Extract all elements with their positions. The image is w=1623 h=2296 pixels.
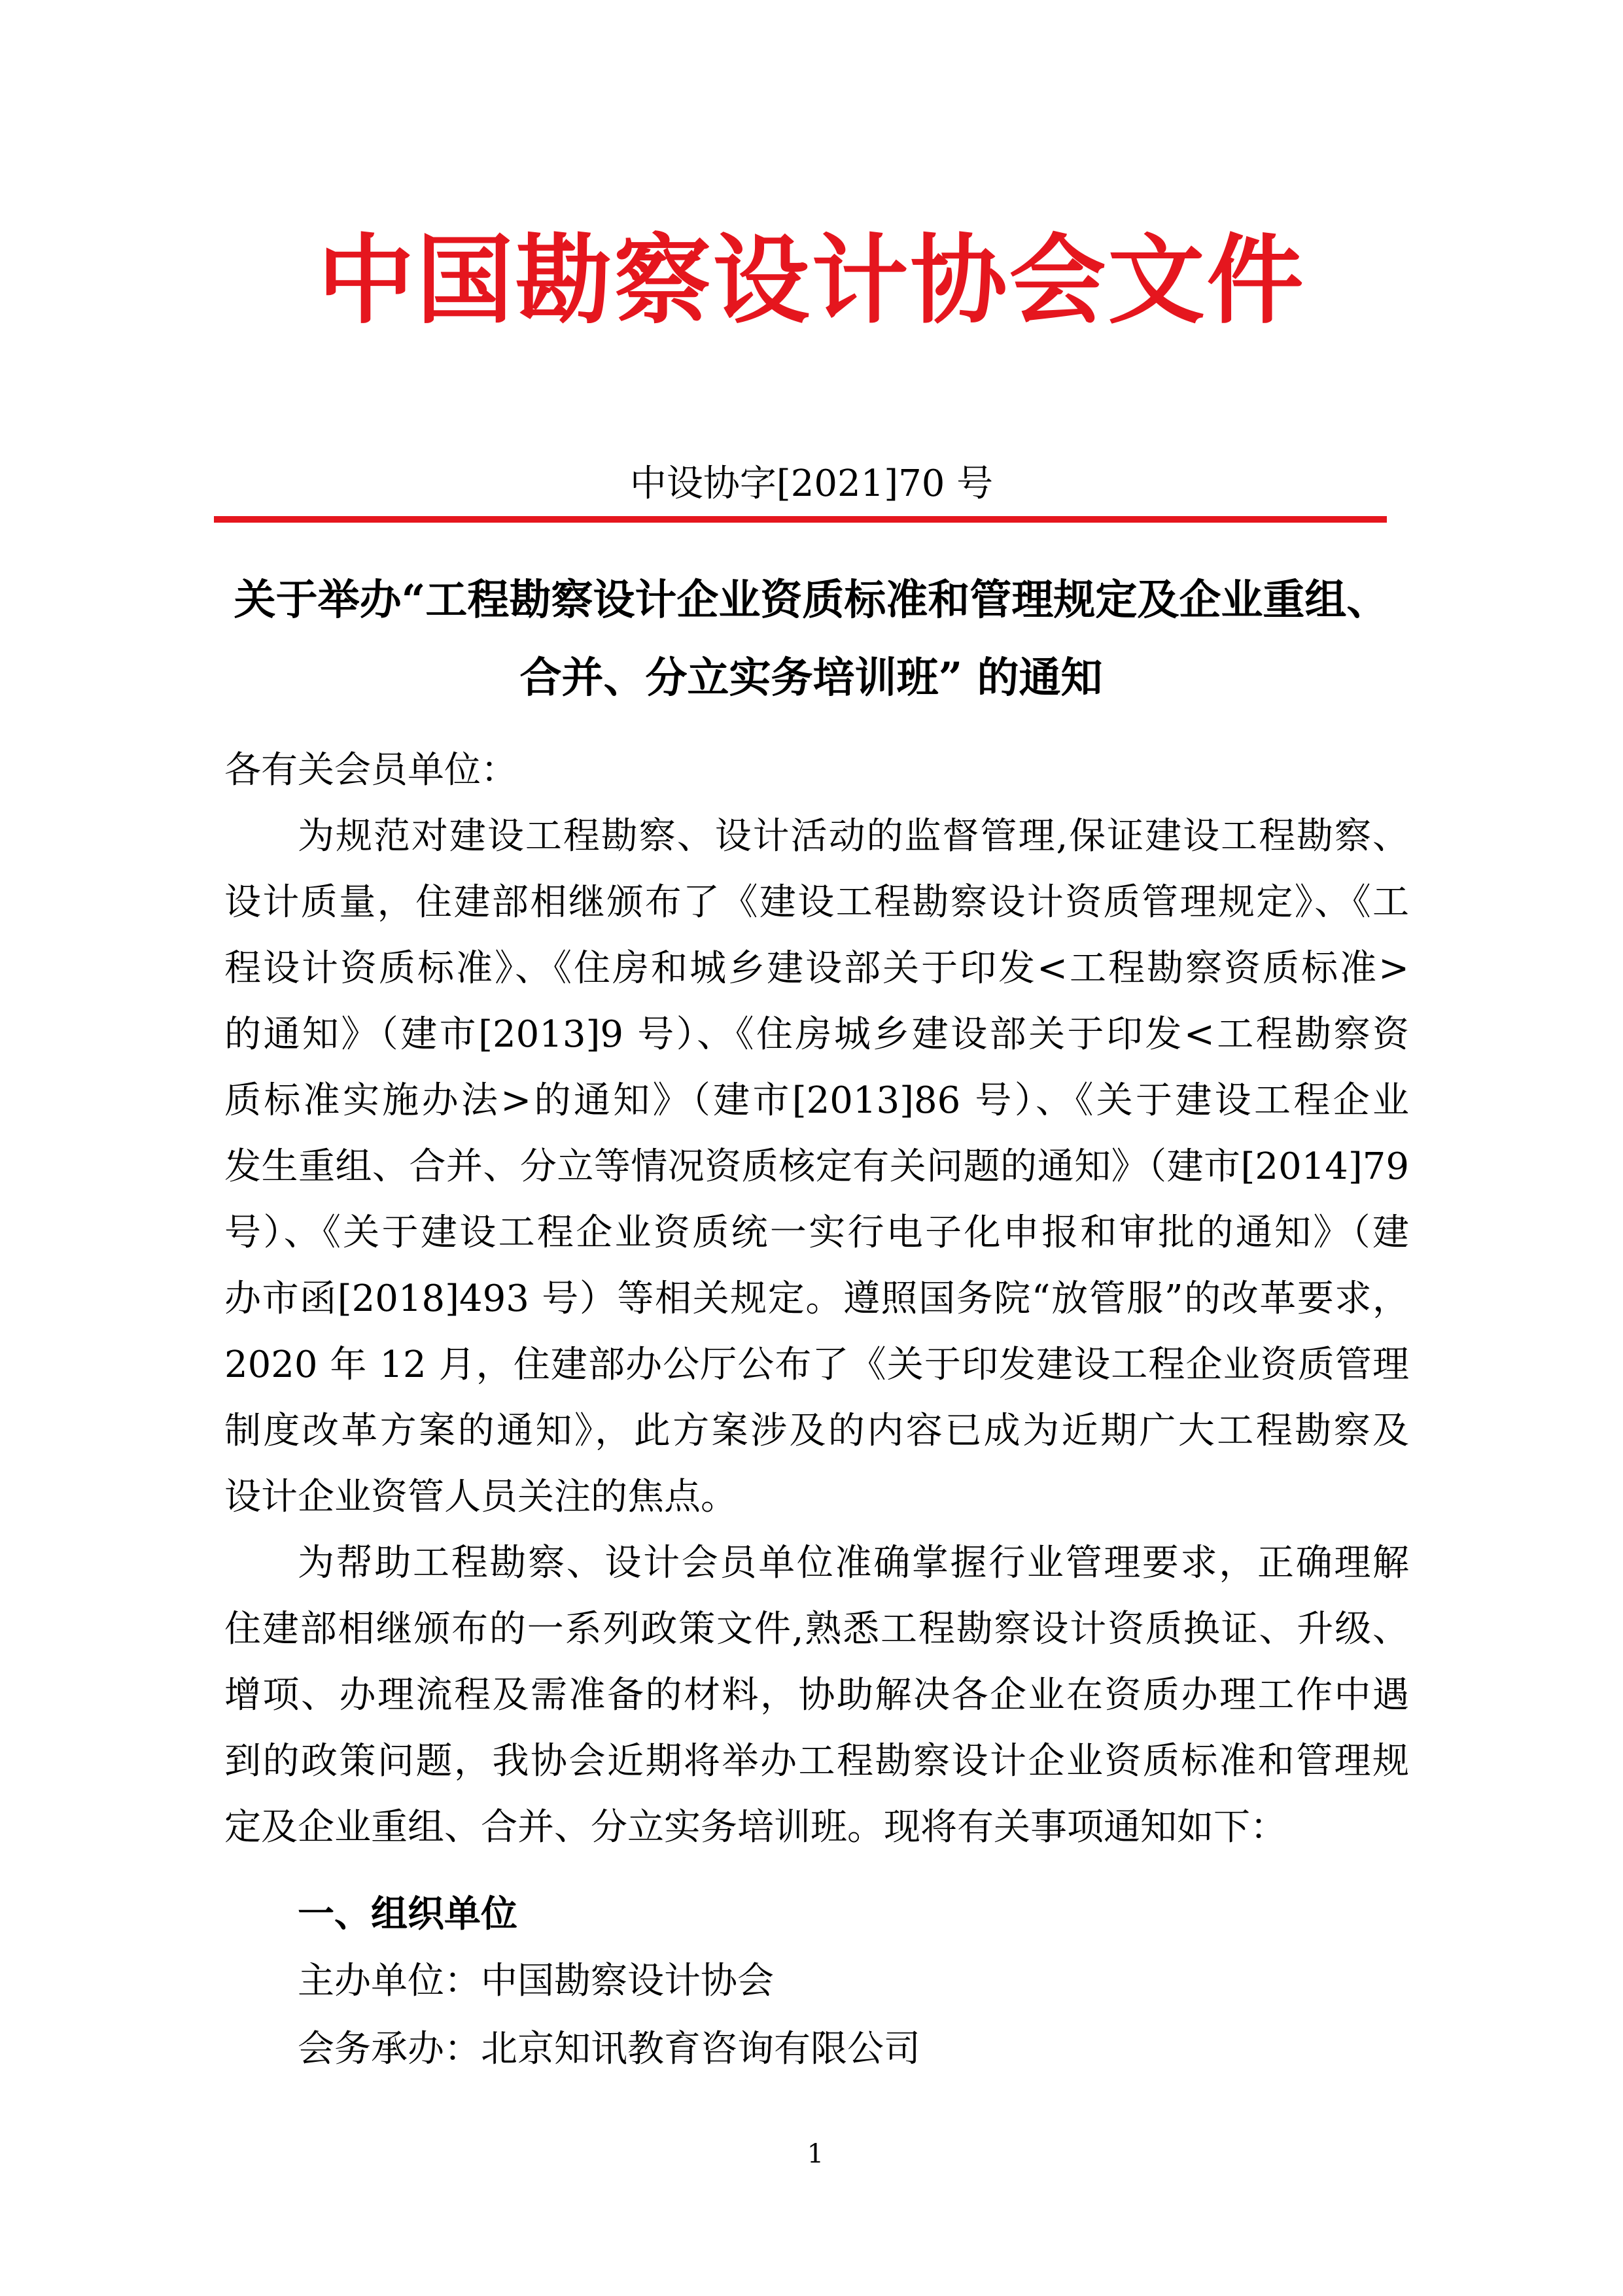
- salutation: 各有关会员单位：: [224, 749, 517, 791]
- paragraph-line: 2020 年 12 月，住建部办公厅公布了《关于印发建设工程企业资质管理: [224, 1344, 1409, 1386]
- paragraph-line: 制度改革方案的通知》，此方案涉及的内容已成为近期广大工程勘察及: [224, 1410, 1409, 1452]
- paragraph-line: 住建部相继颁布的一系列政策文件,熟悉工程勘察设计资质换证、升级、: [224, 1608, 1409, 1650]
- page-number: 1: [807, 2139, 824, 2169]
- paragraph-line: 定及企业重组、合并、分立实务培训班。现将有关事项通知如下：: [224, 1806, 1287, 1849]
- notice-title: [196, 561, 1426, 717]
- organizer-line: 主办单位：中国勘察设计协会: [298, 1960, 774, 2002]
- paragraph-line: 设计质量，住建部相继颁布了《建设工程勘察设计资质管理规定》、《工: [224, 881, 1409, 924]
- paragraph-line: 程设计资质标准》、《住房和城乡建设部关于印发<工程勘察资质标准>: [224, 947, 1409, 990]
- paragraph-line: 增项、办理流程及需准备的材料，协助解决各企业在资质办理工作中遇: [224, 1674, 1409, 1716]
- title-line: 合并、分立实务培训班” 的通知: [519, 653, 1103, 703]
- red-divider-line: [214, 516, 1387, 523]
- paragraph-line: 设计企业资管人员关注的焦点。: [224, 1476, 737, 1518]
- title-line: 关于举办“工程勘察设计企业资质标准和管理规定及企业重组、: [234, 576, 1389, 625]
- paragraph: [224, 1530, 1409, 1860]
- section-heading: 一、组织单位: [298, 1892, 517, 1936]
- document-body: [224, 737, 1409, 2083]
- paragraph: [224, 803, 1409, 1530]
- paragraph-line: 为规范对建设工程勘察、设计活动的监督管理,保证建设工程勘察、: [298, 815, 1409, 858]
- document-number: 中设协字[2021]70 号: [629, 462, 994, 505]
- paragraph-line: 为帮助工程勘察、设计会员单位准确掌握行业管理要求，正确理解: [298, 1542, 1409, 1584]
- paragraph-line: 质标准实施办法>的通知》（建市[2013]86 号）、《关于建设工程企业: [224, 1079, 1409, 1122]
- paragraph-line: 发生重组、合并、分立等情况资质核定有关问题的通知》（建市[2014]79: [224, 1145, 1409, 1188]
- paragraph-line: 办市函[2018]493 号）等相关规定。遵照国务院“放管服”的改革要求，: [224, 1278, 1409, 1320]
- undertaker-line: 会务承办：北京知讯教育咨询有限公司: [298, 2028, 920, 2070]
- paragraph-line: 到的政策问题，我协会近期将举办工程勘察设计企业资质标准和管理规: [224, 1740, 1409, 1783]
- paragraph-line: 号）、《关于建设工程企业资质统一实行电子化申报和审批的通知》（建: [224, 1211, 1409, 1254]
- paragraph-line: 的通知》（建市[2013]9 号）、《住房城乡建设部关于印发<工程勘察资: [224, 1013, 1409, 1056]
- org-header-title: 中国勘察设计协会文件: [317, 223, 1306, 337]
